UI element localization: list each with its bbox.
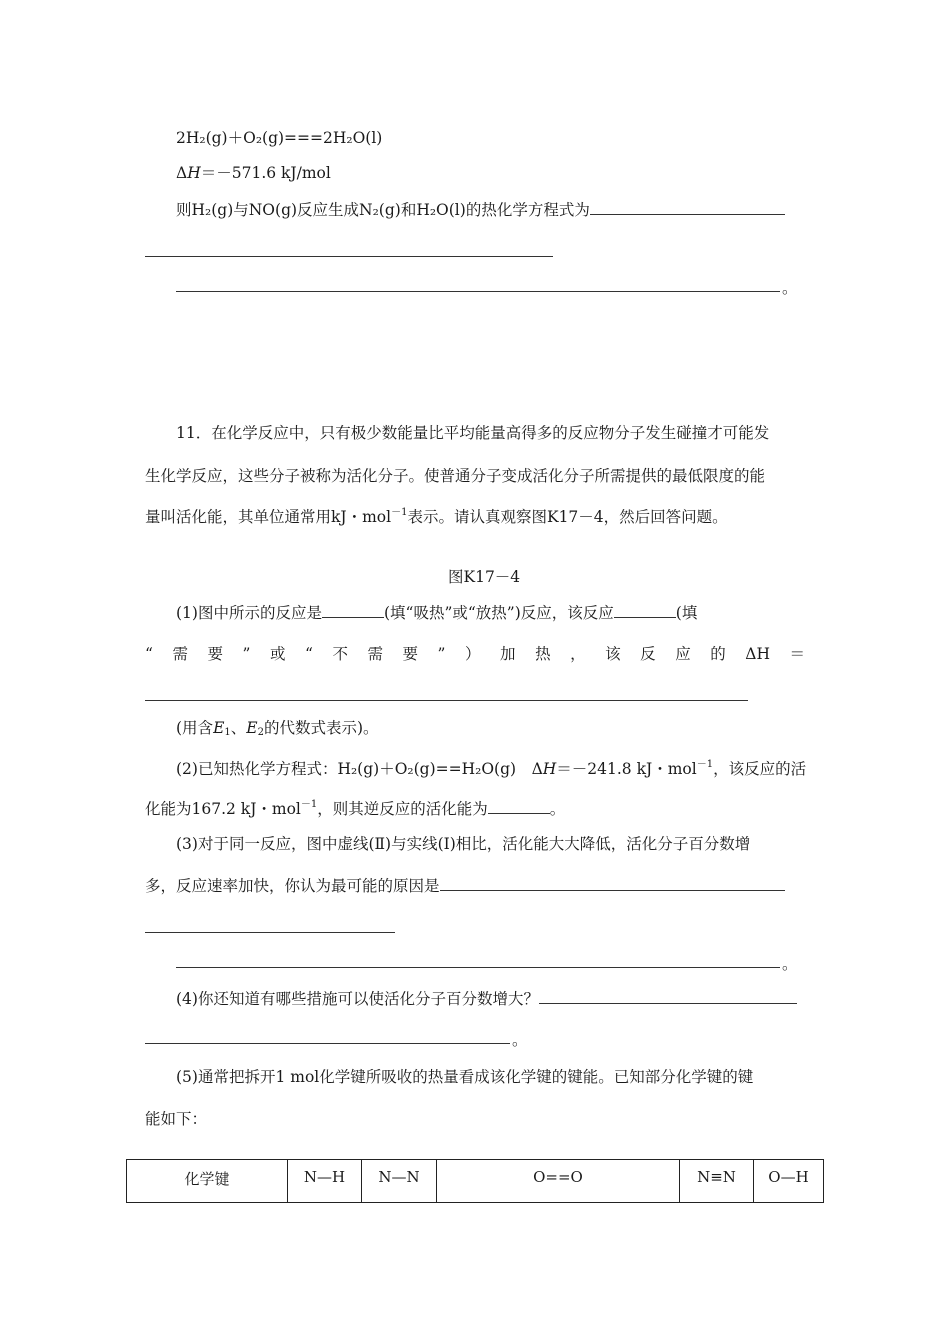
e2-symbol: E [246, 719, 258, 737]
table-header-cell: N—H [288, 1160, 362, 1203]
delta-symbol: Δ [176, 164, 188, 182]
p1-token: ΔH [745, 645, 770, 663]
end-mark: 。 [549, 800, 566, 818]
answer-blank-line[interactable] [176, 291, 780, 292]
q11-line3-text-end: 表示。请认真观察图K17－4，然后回答问题。 [407, 508, 728, 526]
bond-energy-table [126, 1159, 824, 1203]
p2-text-d: 化能为167.2 kJ・mol [145, 800, 301, 818]
p2-text-e: ，则其逆反应的活化能为 [317, 800, 488, 818]
p2-text-a: (2)已知热化学方程式：H₂(g)＋O₂(g)==H₂O(g) Δ [176, 760, 543, 778]
p1-token: 需 [172, 645, 188, 663]
p1-token: “ [145, 645, 153, 663]
table-header-cell: N—N [362, 1160, 437, 1203]
question-text: 则H₂(g)与NO(g)反应生成N₂(g)和H₂O(l)的热化学方程式为 [176, 201, 590, 219]
p1-token: ， [570, 645, 586, 663]
answer-blank-line[interactable] [145, 256, 553, 257]
separator: 、 [230, 719, 247, 737]
end-mark: 。 [512, 1031, 528, 1049]
p2-line1 [176, 759, 806, 779]
answer-blank[interactable] [440, 876, 785, 891]
p1-token: ” [437, 645, 446, 663]
p1-token: ） [465, 645, 481, 663]
unit-exponent: －1 [696, 759, 714, 770]
p1-token: 的 [710, 645, 726, 663]
enthalpy-value: ＝－571.6 kJ/mol [200, 164, 331, 182]
q11-line3 [145, 507, 728, 527]
table-header-cell: O—H [754, 1160, 824, 1203]
p5-line1: (5)通常把拆开1 mol化学键所吸收的热量看成该化学键的键能。已知部分化学键的键 [176, 1068, 754, 1086]
q11-line3-text: 量叫活化能，其单位通常用kJ・mol [145, 508, 392, 526]
p1-line2 [145, 644, 805, 664]
p2-line2 [145, 799, 565, 819]
p1-token: 应 [675, 645, 691, 663]
p1-line3 [176, 718, 379, 743]
p5-line2: 能如下： [145, 1110, 208, 1128]
unit-exponent: －1 [300, 799, 318, 810]
enthalpy-symbol: H [187, 164, 201, 182]
question-line [176, 200, 785, 220]
p1-text-c: (填 [675, 604, 698, 622]
p4-text: (4)你还知道有哪些措施可以使活化分子百分数增大？ [176, 990, 539, 1008]
p1-line3-text: (用含 [176, 719, 214, 737]
p3-line1: (3)对于同一反应，图中虚线(Ⅱ)与实线(Ⅰ)相比，活化能大大降低，活化分子百分数增 [176, 835, 751, 853]
answer-blank-line[interactable] [176, 967, 780, 968]
p1-token: ＝ [789, 645, 805, 663]
e1-symbol: E [213, 719, 225, 737]
answer-blank[interactable] [322, 603, 384, 618]
e2-subscript: 2 [257, 727, 264, 738]
p1-token: 反 [640, 645, 656, 663]
table-header-cell: O==O [437, 1160, 680, 1203]
p1-token: 热 [535, 645, 551, 663]
answer-blank-line[interactable] [145, 1043, 510, 1044]
unit-exponent: －1 [391, 507, 408, 518]
table-header-cell: 化学键 [127, 1160, 288, 1203]
p1-token: “ [305, 645, 313, 663]
equation-line: 2H₂(g)＋O₂(g)===2H₂O(l) [176, 129, 383, 147]
p1-text-a: (1)图中所示的反应是 [176, 604, 322, 622]
p1-text-b: (填“吸热”或“放热”)反应，该反应 [383, 604, 614, 622]
table-row [127, 1160, 824, 1203]
p1-token: 需 [367, 645, 383, 663]
p1-token: ” [242, 645, 251, 663]
answer-blank[interactable] [614, 603, 676, 618]
p2-text-b: ＝－241.8 kJ・mol [556, 760, 697, 778]
p4-line1 [176, 989, 797, 1009]
answer-blank-line[interactable] [145, 932, 395, 933]
table-header-cell: N≡N [680, 1160, 754, 1203]
e1-subscript: 1 [224, 727, 231, 738]
q11-line2: 生化学反应，这些分子被称为活化分子。使普通分子变成活化分子所需提供的最低限度的能 [145, 467, 766, 485]
p1-token: 要 [207, 645, 223, 663]
p1-token: 不 [332, 645, 348, 663]
answer-blank[interactable] [488, 799, 550, 814]
p1-token: 加 [500, 645, 516, 663]
q11-line1: 11．在化学反应中，只有极少数能量比平均能量高得多的反应物分子发生碰撞才可能发 [176, 424, 770, 442]
figure-caption: 图K17－4 [448, 568, 521, 586]
p3-line2 [145, 876, 785, 896]
answer-blank[interactable] [590, 200, 785, 215]
p1-token: 该 [605, 645, 621, 663]
answer-blank[interactable] [539, 989, 797, 1004]
end-mark: 。 [782, 279, 798, 297]
end-mark: 。 [782, 955, 798, 973]
p3-text: 多，反应速率加快，你认为最可能的原因是 [145, 877, 440, 895]
enthalpy-symbol: H [542, 760, 557, 778]
answer-blank-line[interactable] [145, 700, 748, 701]
enthalpy-line [176, 163, 331, 183]
p1-token: 要 [402, 645, 419, 663]
p1-line1 [176, 603, 697, 623]
p1-line3-end: 的代数式表示)。 [263, 719, 379, 737]
p1-token: 或 [269, 645, 286, 663]
p2-text-c: ，该反应的活 [713, 760, 807, 778]
